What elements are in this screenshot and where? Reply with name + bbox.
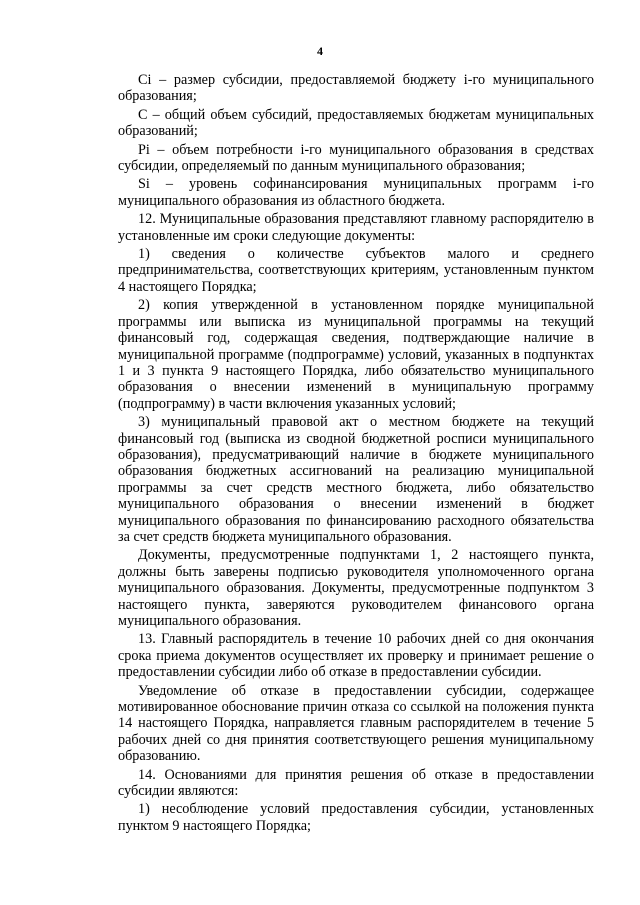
paragraph: 1) несоблюдение условий предоставления субсидии, установленных пунктом 9 настоящего Порядка; (118, 801, 594, 834)
paragraph: Документы, предусмотренные подпунктами 1, 2 настоящего пункта, должны быть заверены подписью руководителя уполномоченного органа муниципального образования. Документы, предусмотренные подпунктом 3 настоящего пункта, заверяются руководителем финансового органа муниципального образования. (118, 547, 594, 629)
paragraph: 13. Главный распорядитель в течение 10 рабочих дней со дня окончания срока приема документов осуществляет их проверку и принимает решение о предоставлении субсидии либо об отказе в предоставлении субсидии. (118, 631, 594, 681)
paragraph: 14. Основаниями для принятия решения об отказе в предоставлении субсидии являются: (118, 766, 594, 800)
paragraph: 2) копия утвержденной в установленном порядке муниципальной программы или выписка из муниципальной программы на текущий финансовый год, содержащая сведения, подтверждающие наличие в муниципальной программе (подпрограмме) условий, указанных в подпунктах 1 и 3 пункта 9 настоящего Порядка, либо обязательство муниципального образования о внесении изменений в муниципальную программу (подпрограмму) в части включения указанных условий; (118, 297, 594, 412)
paragraph: 3) муниципальный правовой акт о местном бюджете на текущий финансовый год (выписка из сводной бюджетной росписи муниципального образования), предусматривающий наличие в бюджете муниципального образования бюджетных ассигнований на реализацию муниципальной программы за счет средств местного бюджета, либо обязательство муниципального образования о внесении изменений в бюджет муниципального образования по финансированию расходного обязательства за счет средств бюджета муниципального образования. (118, 414, 594, 545)
document-body (118, 72, 594, 836)
paragraph: Уведомление об отказе в предоставлении субсидии, содержащее мотивированное обоснование причин отказа со ссылкой на положения пункта 14 настоящего Порядка, направляется главным распорядителем в течение 5 рабочих дней со дня принятия соответствующего решения муниципальному образованию. (118, 682, 594, 765)
paragraph: 12. Муниципальные образования представляют главному распорядителю в установленные им сроки следующие документы: (118, 211, 594, 244)
paragraph: Ci – размер субсидии, предоставляемой бюджету i-го муниципального образования; (118, 72, 594, 105)
paragraph: C – общий объем субсидий, предоставляемых бюджетам муниципальных образований; (118, 106, 594, 140)
paragraph: 1) сведения о количестве субъектов малого и среднего предпринимательства, соответствующих критериям, установленным пунктом 4 настоящего Порядка; (118, 246, 594, 295)
paragraph: Si – уровень софинансирования муниципальных программ i-го муниципального образования из областного бюджета. (118, 176, 594, 209)
paragraph: Pi – объем потребности i-го муниципального образования в средствах субсидии, определяемый по данным муниципального образования; (118, 141, 594, 175)
page-number: 4 (317, 44, 323, 58)
